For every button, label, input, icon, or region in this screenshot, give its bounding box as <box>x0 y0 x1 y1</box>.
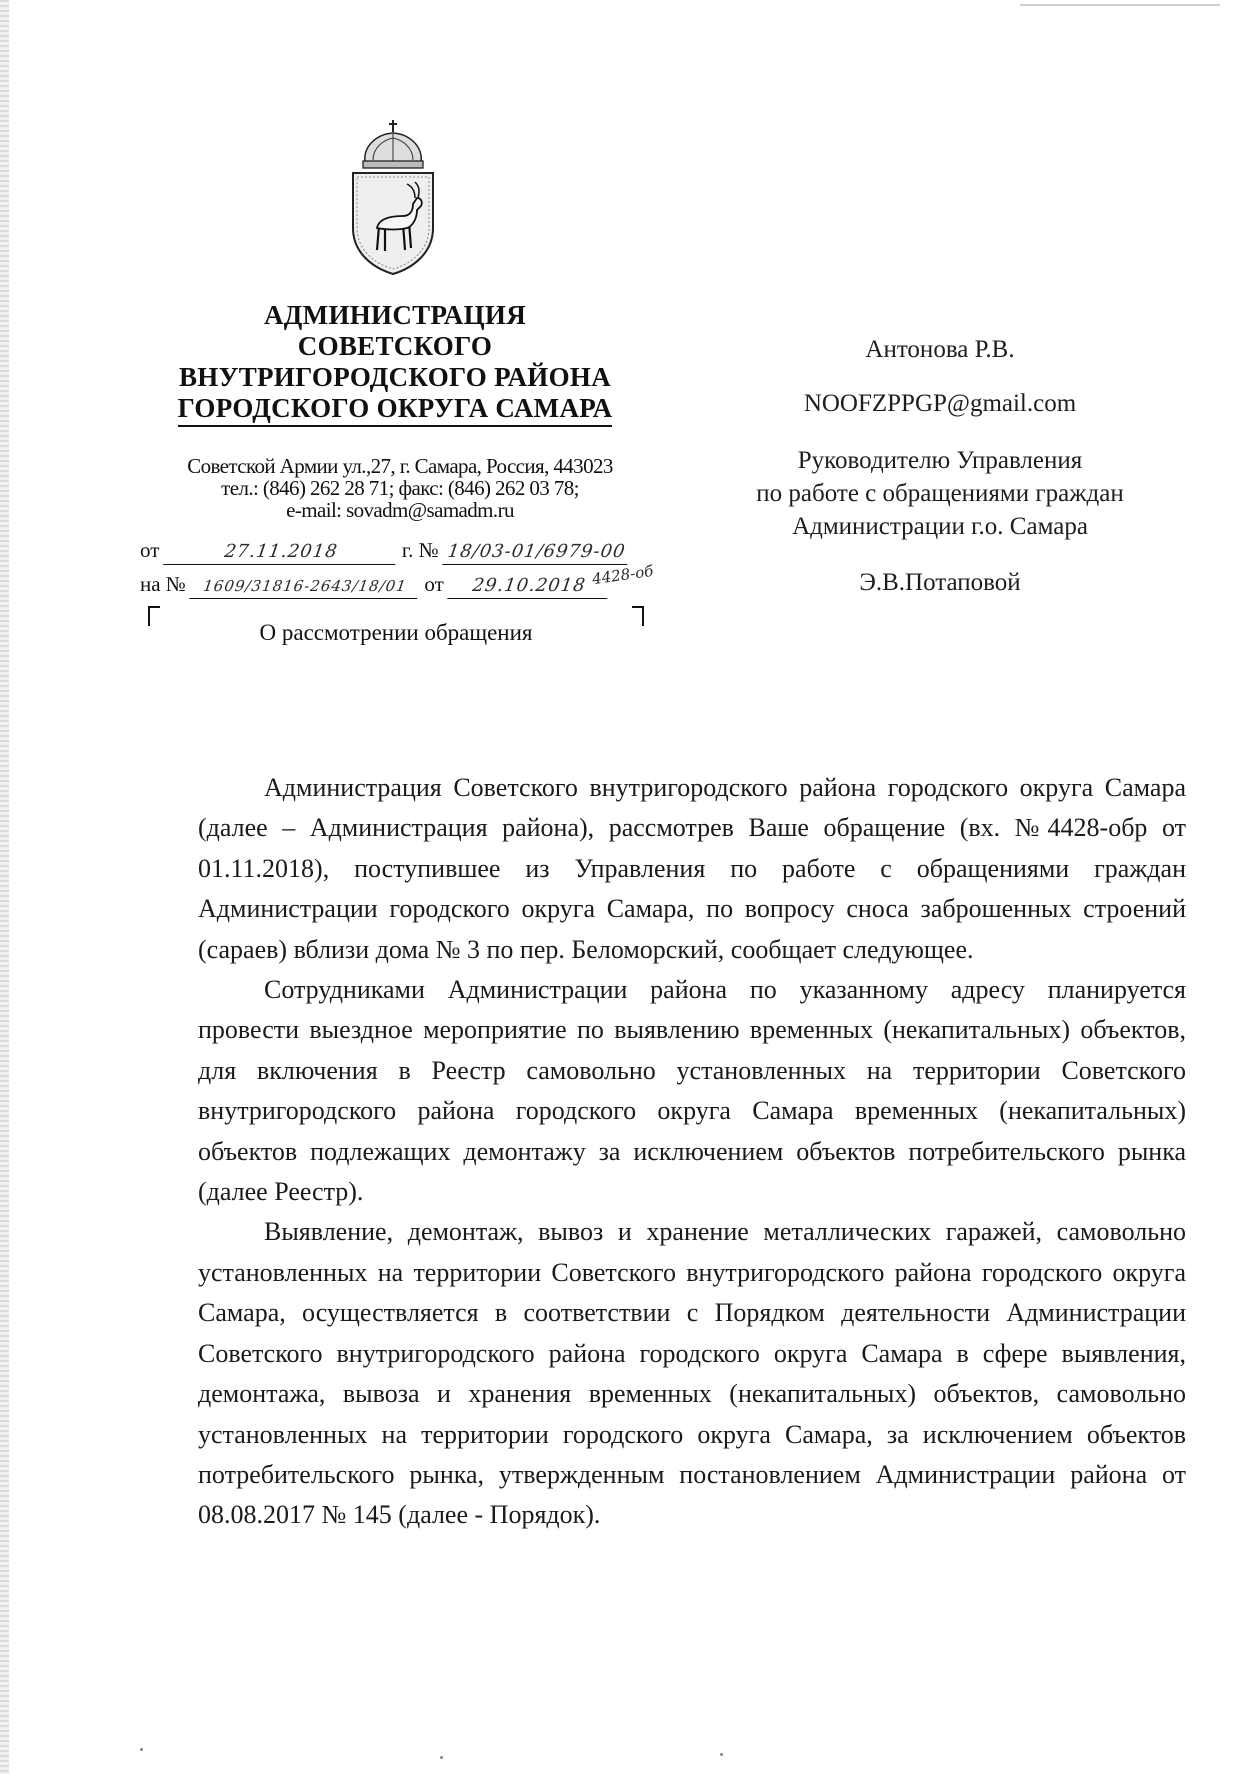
body-paragraph: Выявление, демонтаж, вывоз и хранение металлических гаражей, самовольно установленных на территории Советского внутригородского района городского округа Самара, осуществляется в соответствии с Порядком деятельности Администрации Советского внутригородского района городского округа Самара в сфере выявления, демонтажа, вывоза и хранения временных (некапитальных) объектов, самовольно установленных на территории городского округа Самара, за исключением объектов потребительского рынка, утвержденным постановлением Администрации района от 08.08.2017 № 145 (далее - Порядок). <box>198 1217 1186 1530</box>
recipient-block <box>700 336 1180 597</box>
subject-bracket-right <box>632 606 644 626</box>
handwritten-note: 4428-об <box>591 561 655 589</box>
recipient-title-line: по работе с обращениями граждан <box>756 480 1124 507</box>
letter-subject: О рассмотрении обращения <box>259 620 533 645</box>
reference-date: 29.10.2018 <box>447 574 611 599</box>
outgoing-registration-row <box>140 538 629 566</box>
recipient-email: NOOFZPPGP@gmail.com <box>803 390 1077 417</box>
reference-from-label: от <box>424 572 444 596</box>
body-paragraph: Администрация Советского внутригородского района городского округа Самара (далее – Администрация района), рассмотрев Ваше обращение (вх. №4428-обр от 01.11.2018), поступившее из Управления по работе с обращениями граждан Администрации городского округа Самара, по вопросу сноса заброшенных строений (сараев) вблизи дома № 3 по пер. Беломорский, сообщает следующее. <box>198 773 1186 964</box>
body-paragraph: Сотрудниками Администрации района по указанному адресу планируется провести выездное мероприятие по выявлению временных (некапитальных) объектов, для включения в Реестр самовольно установленных на территории Советского внутригородского района городского округа Самара временных (некапитальных) объектов подлежащих демонтажу за исключением объектов потребительского рынка (далее Реестр). <box>198 975 1186 1207</box>
scan-speck <box>140 1748 143 1751</box>
recipient-title-line: Руководителю Управления <box>797 447 1083 474</box>
org-line: СОВЕТСКОГО <box>297 331 493 361</box>
outgoing-date: 27.11.2018 <box>163 540 399 565</box>
recipient-name: Антонова Р.В. <box>865 336 1015 363</box>
reference-number: 1609/31816-2643/18/01 <box>189 574 421 599</box>
scan-speck <box>720 1753 723 1756</box>
city-number-label: г. № <box>401 538 439 562</box>
reference-number-label: на № <box>140 572 186 596</box>
samara-coat-of-arms-icon <box>343 118 443 278</box>
scan-artifact-line <box>1020 4 1220 6</box>
recipient-signee: Э.В.Потаповой <box>859 569 1021 596</box>
recipient-title-line: Администрации г.о. Самара <box>792 513 1088 540</box>
address-line: Советской Армии ул.,27, г. Самара, Россия, 443023 <box>187 454 613 478</box>
org-line: АДМИНИСТРАЦИЯ <box>263 300 526 330</box>
outgoing-number: 18/03-01/6979-00 <box>442 540 631 565</box>
reference-registration-row <box>140 572 609 600</box>
phone-line: тел.: (846) 262 28 71; факс: (846) 262 03 78; <box>221 476 579 500</box>
organization-contacts <box>140 455 660 521</box>
from-label: от <box>140 538 160 562</box>
scan-edge <box>0 0 9 1774</box>
scan-speck <box>440 1756 443 1759</box>
org-line: ВНУТРИГОРОДСКОГО РАЙОНА <box>178 362 611 392</box>
subject-bracket-left <box>148 606 160 626</box>
letter-body <box>198 768 1186 1536</box>
org-line: ГОРОДСКОГО ОКРУГА САМАРА <box>178 393 613 427</box>
organization-name <box>150 300 640 427</box>
email-line: e-mail: sovadm@samadm.ru <box>286 498 514 522</box>
